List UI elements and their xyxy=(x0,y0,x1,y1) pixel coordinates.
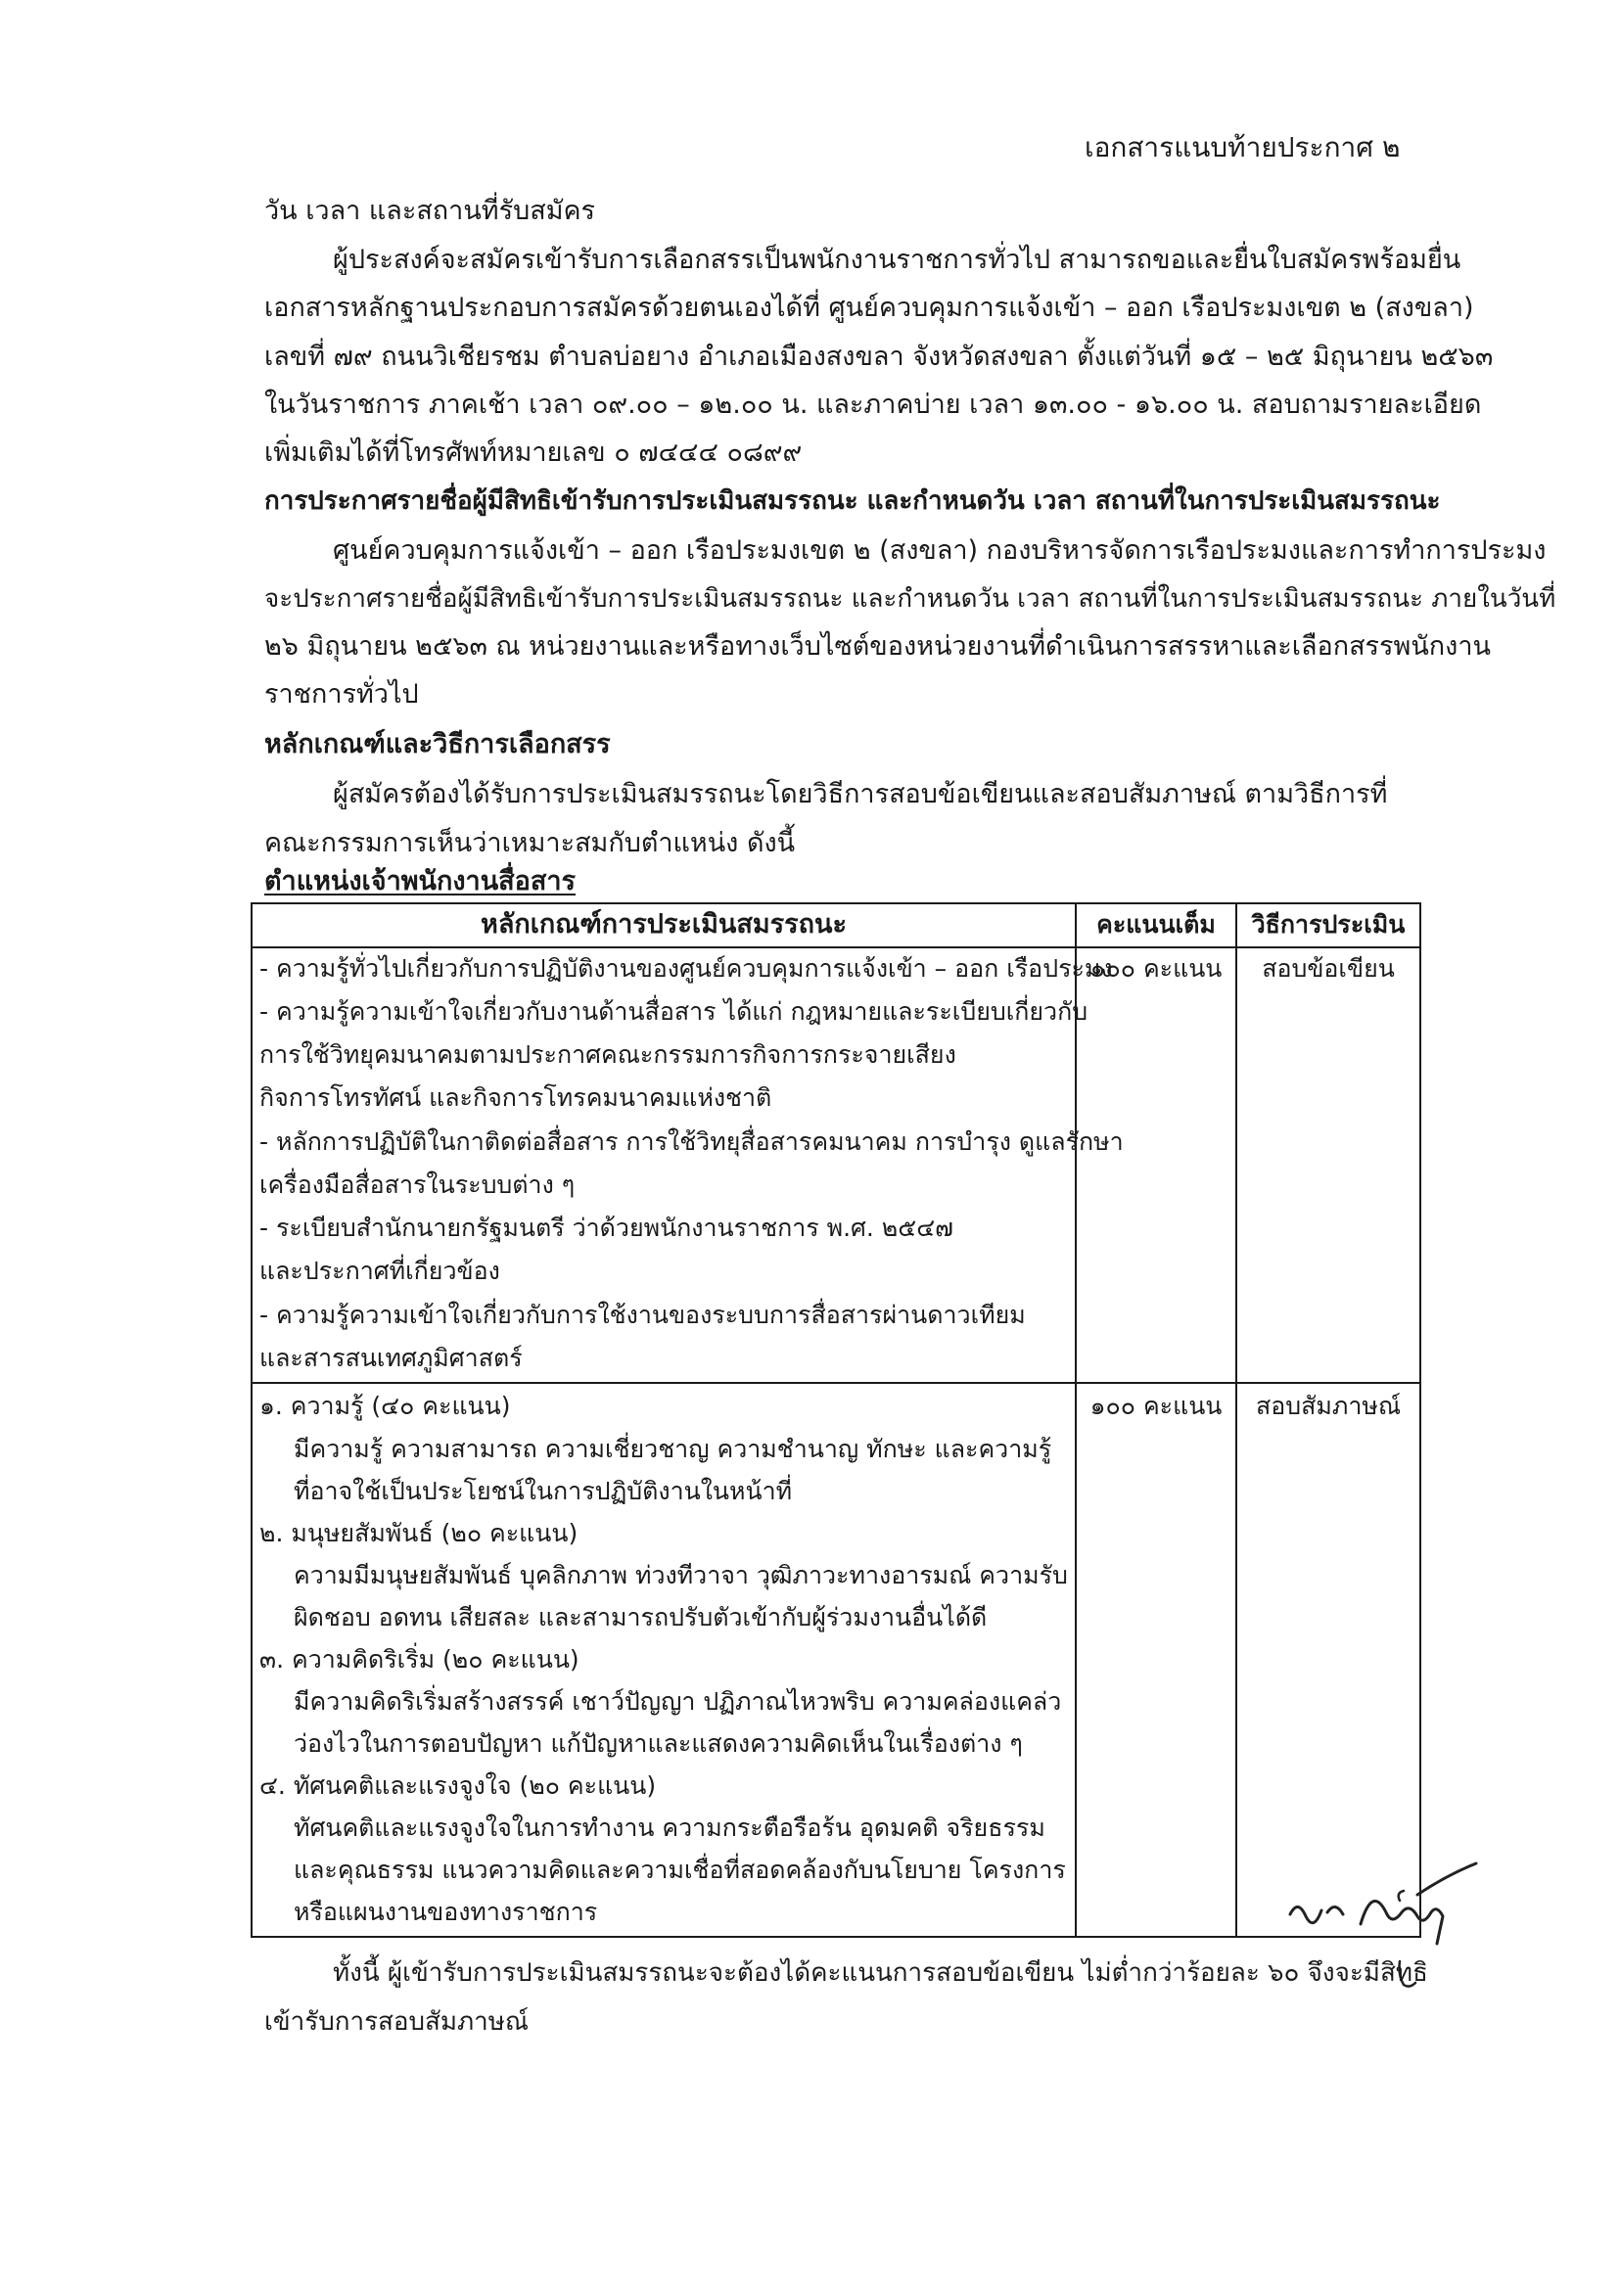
section-heading-application-period: วัน เวลา และสถานที่รับสมัคร xyxy=(264,196,596,226)
section-heading-selection-criteria: หลักเกณฑ์และวิธีการเลือกสรร xyxy=(264,729,611,759)
criteria-line: หรือแผนงานของทางราชการ xyxy=(294,1898,598,1926)
method-cell: สอบสัมภาษณ์ xyxy=(1255,1392,1402,1420)
paragraph-line: เลขที่ ๗๙ ถนนวิเชียรชม ตำบลบ่อยาง อำเภอเมืองสงขลา จังหวัดสงขลา ตั้งแต่วันที่ ๑๕ – ๒๕ มิถุนายน ๒๕๖๓ xyxy=(264,342,1494,372)
criteria-line: - หลักการปฏิบัติในกาติดต่อสื่อสาร การใช้วิทยุสื่อสารคมนาคม การบำรุง ดูแลรักษา xyxy=(259,1127,1124,1156)
criteria-line: - ความรู้ความเข้าใจเกี่ยวกับงานด้านสื่อสาร ได้แก่ กฎหมายและระเบียบเกี่ยวกับ xyxy=(259,997,1088,1026)
document-attachment-label: เอกสารแนบท้ายประกาศ ๒ xyxy=(1085,131,1401,163)
criteria-line: มีความคิดริเริ่มสร้างสรรค์ เชาว์ปัญญา ปฏิภาณไหวพริบ ความคล่องแคล่ว xyxy=(294,1687,1062,1716)
criteria-line: ผิดชอบ อดทน เสียสละ และสามารถปรับตัวเข้ากับผู้ร่วมงานอื่นได้ดี xyxy=(294,1603,988,1631)
criteria-line: ๒. มนุษยสัมพันธ์ (๒๐ คะแนน) xyxy=(259,1519,579,1547)
paragraph-line: ราชการทั่วไป xyxy=(264,679,419,710)
paragraph-line: ศูนย์ควบคุมการแจ้งเข้า – ออก เรือประมงเขต ๒ (สงขลา) กองบริหารจัดการเรือประมงและการทำการประมง xyxy=(333,535,1547,566)
paragraph-line: เอกสารหลักฐานประกอบการสมัครด้วยตนเองได้ที่ ศูนย์ควบคุมการแจ้งเข้า – ออก เรือประมงเขต ๒ (สงขลา) xyxy=(264,293,1474,323)
criteria-line: - ความรู้ความเข้าใจเกี่ยวกับการใช้งานของระบบการสื่อสารผ่านดาวเทียม xyxy=(259,1301,1026,1329)
criteria-line: ๑. ความรู้ (๔๐ คะแนน) xyxy=(259,1392,511,1420)
criteria-line: และสารสนเทศภูมิศาสตร์ xyxy=(259,1344,523,1372)
criteria-line: - ความรู้ทั่วไปเกี่ยวกับการปฏิบัติงานของศูนย์ควบคุมการแจ้งเข้า – ออก เรือประมง xyxy=(259,954,1113,983)
table-header-method: วิธีการประเมิน xyxy=(1251,910,1406,939)
paragraph-line: ผู้ประสงค์จะสมัครเข้ารับการเลือกสรรเป็นพนักงานราชการทั่วไป สามารถขอและยื่นใบสมัครพร้อมยื่น xyxy=(333,245,1461,275)
position-title: ตำแหน่งเจ้าพนักงานสื่อสาร xyxy=(264,866,576,896)
criteria-line: กิจการโทรทัศน์ และกิจการโทรคมนาคมแห่งชาติ xyxy=(259,1083,772,1112)
paragraph-line: เพิ่มเติมได้ที่โทรศัพท์หมายเลข ๐ ๗๔๔๔ ๐๘๙๙ xyxy=(264,437,803,468)
criteria-line: ๔. ทัศนคติและแรงจูงใจ (๒๐ คะแนน) xyxy=(259,1771,657,1800)
criteria-line: เครื่องมือสื่อสารในระบบต่าง ๆ xyxy=(259,1171,576,1199)
paragraph-line: ผู้สมัครต้องได้รับการประเมินสมรรถนะโดยวิธีการสอบข้อเขียนและสอบสัมภาษณ์ ตามวิธีการที่ xyxy=(333,779,1388,809)
footer-line: ทั้งนี้ ผู้เข้ารับการประเมินสมรรถนะจะต้องได้คะแนนการสอบข้อเขียน ไม่ต่ำกว่าร้อยละ ๖๐ จึงจะมีสิทธิ xyxy=(333,1958,1428,1988)
full-score-cell: ๑๐๐ คะแนน xyxy=(1089,954,1223,983)
paragraph-line: ในวันราชการ ภาคเช้า เวลา ๐๙.๐๐ – ๑๒.๐๐ น. และภาคบ่าย เวลา ๑๓.๐๐ - ๑๖.๐๐ น. สอบถามรายละเอียด xyxy=(264,390,1482,420)
criteria-line: ทัศนคติและแรงจูงใจในการทำงาน ความกระตือรือร้น อุดมคติ จริยธรรม xyxy=(294,1814,1045,1842)
footer-line: เข้ารับการสอบสัมภาษณ์ xyxy=(264,2007,530,2037)
paragraph-line: คณะกรรมการเห็นว่าเหมาะสมกับตำแหน่ง ดังนี้ xyxy=(264,828,796,858)
table-header-criteria: หลักเกณฑ์การประเมินสมรรถนะ xyxy=(481,909,847,940)
criteria-line: มีความรู้ ความสามารถ ความเชี่ยวชาญ ความชำนาญ ทักษะ และความรู้ xyxy=(294,1435,1052,1463)
criteria-line: และคุณธรรม แนวความคิดและความเชื่อที่สอดคล้องกับนโยบาย โครงการ xyxy=(294,1856,1066,1884)
criteria-line: การใช้วิทยุคมนาคมตามประกาศคณะกรรมการกิจการกระจายเสียง xyxy=(259,1040,956,1069)
criteria-line: ว่องไวในการตอบปัญหา แก้ปัญหาและแสดงความคิดเห็นในเรื่องต่าง ๆ xyxy=(294,1729,1023,1758)
handwritten-signature xyxy=(1271,1856,1486,1963)
criteria-line: ความมีมนุษยสัมพันธ์ บุคลิกภาพ ท่วงทีวาจา วุฒิภาวะทางอารมณ์ ความรับ xyxy=(294,1561,1068,1589)
section-heading-candidate-announcement: การประกาศรายชื่อผู้มีสิทธิเข้ารับการประเมินสมรรถนะ และกำหนดวัน เวลา สถานที่ในการประเมินสมรรถนะ xyxy=(264,486,1441,516)
paragraph-line: ๒๖ มิถุนายน ๒๕๖๓ ณ หน่วยงานและหรือทางเว็บไซต์ของหน่วยงานที่ดำเนินการสรรหาและเลือกสรรพนักงาน xyxy=(264,631,1491,662)
method-cell: สอบข้อเขียน xyxy=(1262,954,1395,983)
criteria-line: ๓. ความคิดริเริ่ม (๒๐ คะแนน) xyxy=(259,1645,579,1674)
criteria-line: และประกาศที่เกี่ยวข้อง xyxy=(259,1257,500,1285)
table-header-full-score: คะแนนเต็ม xyxy=(1096,910,1216,939)
paragraph-line: จะประกาศรายชื่อผู้มีสิทธิเข้ารับการประเมินสมรรถนะ และกำหนดวัน เวลา สถานที่ในการประเมินสมรรถนะ ภายในวันที่ xyxy=(264,584,1556,614)
criteria-line: ที่อาจใช้เป็นประโยชน์ในการปฏิบัติงานในหน้าที่ xyxy=(294,1477,793,1505)
full-score-cell: ๑๐๐ คะแนน xyxy=(1089,1392,1223,1420)
criteria-line: - ระเบียบสำนักนายกรัฐมนตรี ว่าด้วยพนักงานราชการ พ.ศ. ๒๕๔๗ xyxy=(259,1214,953,1242)
